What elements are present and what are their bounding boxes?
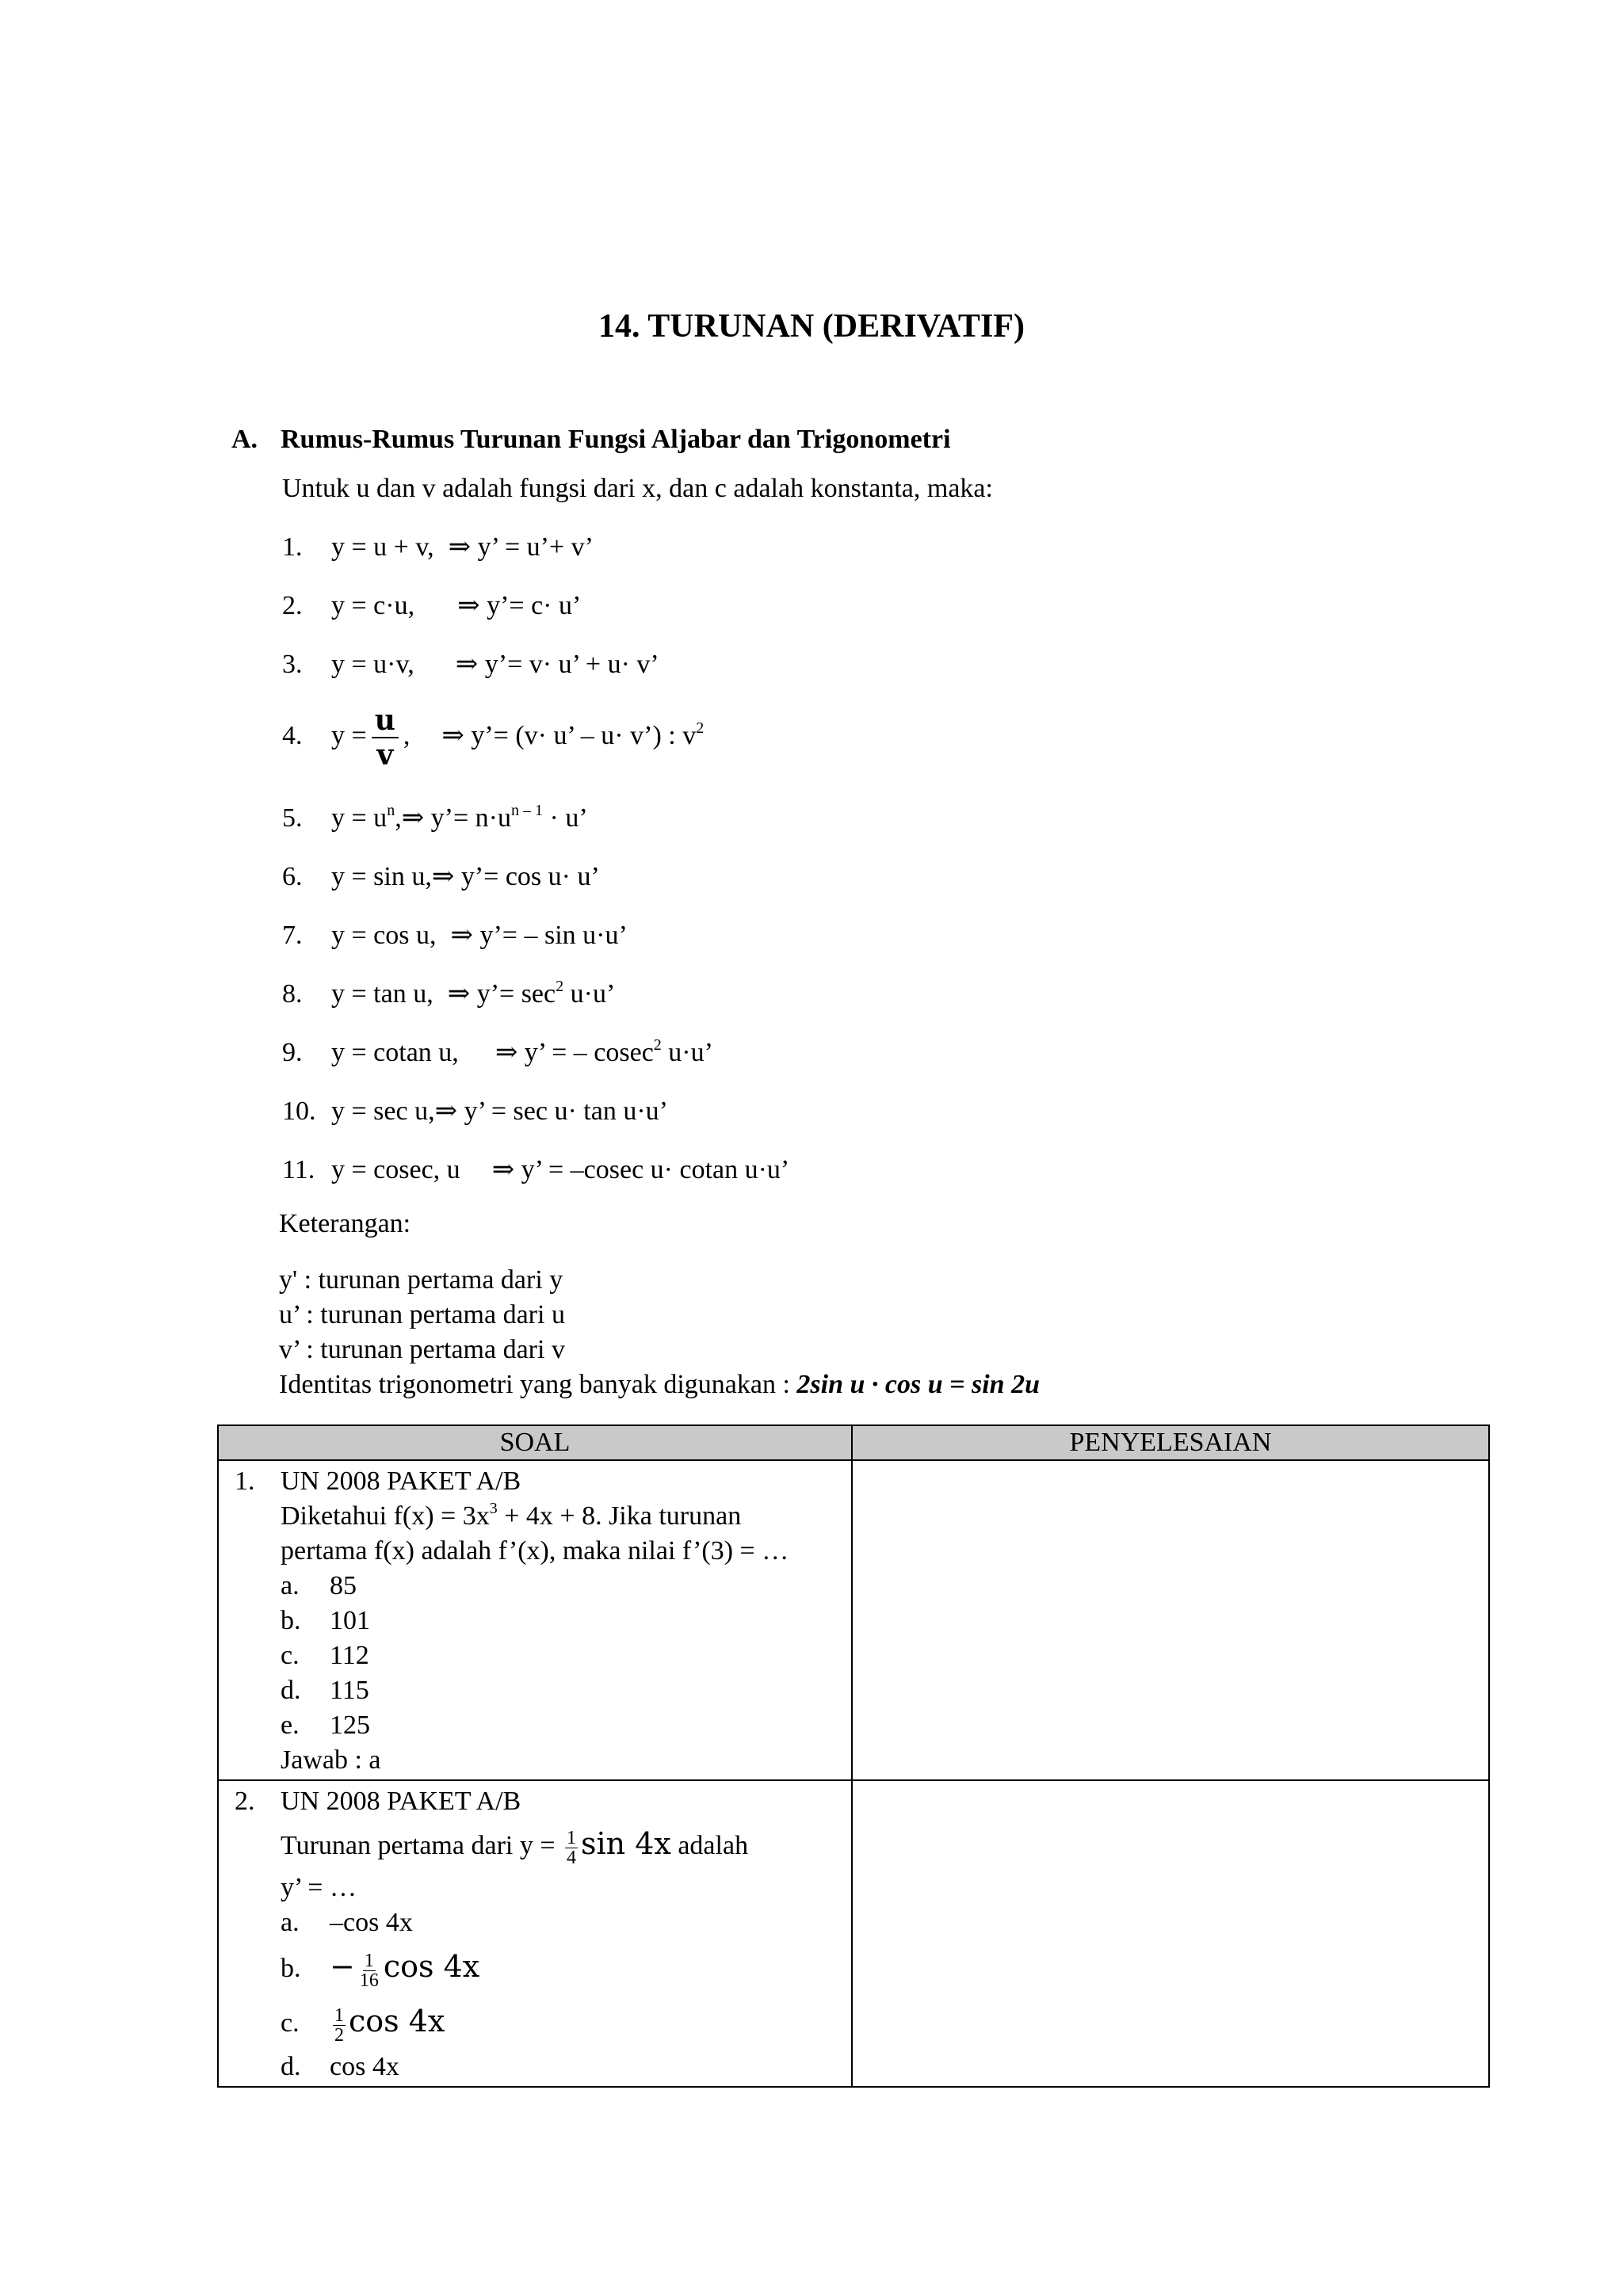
rule-number: 7. bbox=[282, 921, 303, 950]
question-source: UN 2008 PAKET A/B bbox=[281, 1466, 521, 1496]
rule-5: 5. $y = u^n,\Rightarrow$ y’= $n\cdot u^{n - 1} \cdot u$’ bbox=[282, 802, 588, 833]
rule-number: 11. bbox=[282, 1155, 315, 1184]
rule-number: 10. bbox=[282, 1097, 316, 1126]
note-line: v’ : turunan pertama dari v bbox=[279, 1335, 565, 1364]
question-2 bbox=[218, 1780, 852, 2087]
rule-number: 5. bbox=[282, 803, 303, 833]
section-heading bbox=[231, 425, 951, 455]
rule-3 bbox=[282, 648, 659, 680]
header-soal: SOAL bbox=[218, 1425, 852, 1460]
rule-8: 8. y = tan u, ⇒ y’= $\sec^2 u\cdot u$’ bbox=[282, 978, 616, 1009]
option-b: b. − $\frac{1}{16}$ cos 4x bbox=[281, 1949, 480, 1991]
fraction: $\frac{1}{16}$ bbox=[359, 1950, 379, 1991]
rule-number: 1. bbox=[282, 532, 303, 562]
question-source: UN 2008 PAKET A/B bbox=[281, 1787, 521, 1816]
table-row bbox=[218, 1460, 1489, 1780]
table-row bbox=[218, 1780, 1489, 2087]
rule-lhs: y = u + v, bbox=[331, 532, 434, 562]
solution-cell-1 bbox=[852, 1460, 1489, 1780]
rule-2 bbox=[282, 589, 581, 621]
rule-lhs: y = c·u, bbox=[331, 591, 415, 620]
option-a: a. –cos 4x bbox=[281, 1908, 413, 1937]
rule-lhs: y = u·v, bbox=[331, 650, 414, 679]
rule-rhs: ⇒ y’= c· u’ bbox=[457, 591, 582, 620]
note-line: u’ : turunan pertama dari u bbox=[279, 1300, 565, 1329]
section-intro: Untuk u dan v adalah fungsi dari x, dan c adalah konstanta, maka: bbox=[282, 474, 993, 503]
option-b: b. 101 bbox=[281, 1606, 370, 1635]
option-d: d. 115 bbox=[281, 1676, 369, 1705]
notes bbox=[279, 1263, 1040, 1402]
solution-cell-2 bbox=[852, 1780, 1489, 2087]
rule-7: 7. y = cos u, ⇒ y’= – sin u·u’ bbox=[282, 921, 628, 950]
rule-6: 6. y = sin u,⇒ y’= cos u· u’ bbox=[282, 862, 600, 891]
option-c: c. $\frac{1}{2}$ cos 4x bbox=[281, 2004, 445, 2046]
question-1 bbox=[218, 1460, 852, 1780]
rule-lhs: y = bbox=[331, 720, 367, 750]
section-number: A. bbox=[231, 425, 258, 454]
rule-1 bbox=[282, 531, 594, 563]
note-line: y' : turunan pertama dari y bbox=[279, 1265, 563, 1295]
option-d: d. cos 4x bbox=[281, 2052, 399, 2081]
question-text: Diketahui $f(x) = 3x^3 + 4x + 8$. Jika turunan bbox=[281, 1500, 742, 1531]
option-a: a. 85 bbox=[281, 1571, 357, 1600]
rule-number: 3. bbox=[282, 650, 303, 679]
notes-heading: Keterangan: bbox=[279, 1209, 411, 1238]
rule-number: 8. bbox=[282, 979, 303, 1009]
rule-rhs: ⇒ y’= v· u’ + u· v’ bbox=[455, 650, 659, 679]
rule-10: 10. y = sec u,⇒ y’ = sec u· tan u·u’ bbox=[282, 1097, 668, 1126]
rule-4: 4. y = $\frac{u}{v}$ , ⇒ y’= (v· u’ – u· v’) : $v^2$ bbox=[282, 704, 705, 772]
rule-number: 4. bbox=[282, 720, 303, 750]
question-number: 2. bbox=[235, 1787, 255, 1816]
rule-9: 9. y = cotan u, ⇒ y’ = – cosec$^2$ u·u’ bbox=[282, 1036, 713, 1067]
header-penyelesaian: PENYELESAIAN bbox=[852, 1425, 1489, 1460]
question-text: pertama f(x) adalah f’(x), maka nilai f’(3) = … bbox=[281, 1536, 789, 1566]
rule-number: 6. bbox=[282, 862, 303, 891]
question-number: 1. bbox=[235, 1466, 255, 1496]
fraction: $\frac{1}{2}$ bbox=[334, 2004, 344, 2046]
rule-number: 2. bbox=[282, 591, 303, 620]
fraction: $\frac{1}{4}$ bbox=[567, 1827, 577, 1868]
trig-identity: 2sin u · cos u = sin 2u bbox=[796, 1370, 1040, 1399]
section-heading-text: Rumus-Rumus Turunan Fungsi Aljabar dan Trigonometri bbox=[281, 425, 951, 454]
option-c: c. 112 bbox=[281, 1641, 369, 1670]
rule-11: 11. y = cosec, u ⇒ y’ = –cosec u· cotan u·u’ bbox=[282, 1155, 790, 1184]
question-text: y’ = … bbox=[281, 1873, 357, 1902]
rule-rhs: ⇒ y’= (v· u’ – u· v’) : v bbox=[441, 720, 697, 750]
page-title: 14. TURUNAN (DERIVATIF) bbox=[598, 308, 1025, 345]
rule-4-fraction: $\frac{u}{v}$ bbox=[372, 704, 399, 772]
answer: Jawab : a bbox=[281, 1745, 381, 1775]
question-text: Turunan pertama dari y = $\frac{1}{4}$ sin 4x adalah bbox=[281, 1826, 749, 1868]
option-e: e. 125 bbox=[281, 1711, 370, 1740]
rule-number: 9. bbox=[282, 1038, 303, 1067]
note-identity-line: Identitas trigonometri yang banyak digunakan : 2sin u · cos u = sin 2u bbox=[279, 1370, 1040, 1399]
question-table bbox=[217, 1425, 1490, 2088]
rule-rhs: ⇒ y’ = u’+ v’ bbox=[448, 532, 594, 562]
